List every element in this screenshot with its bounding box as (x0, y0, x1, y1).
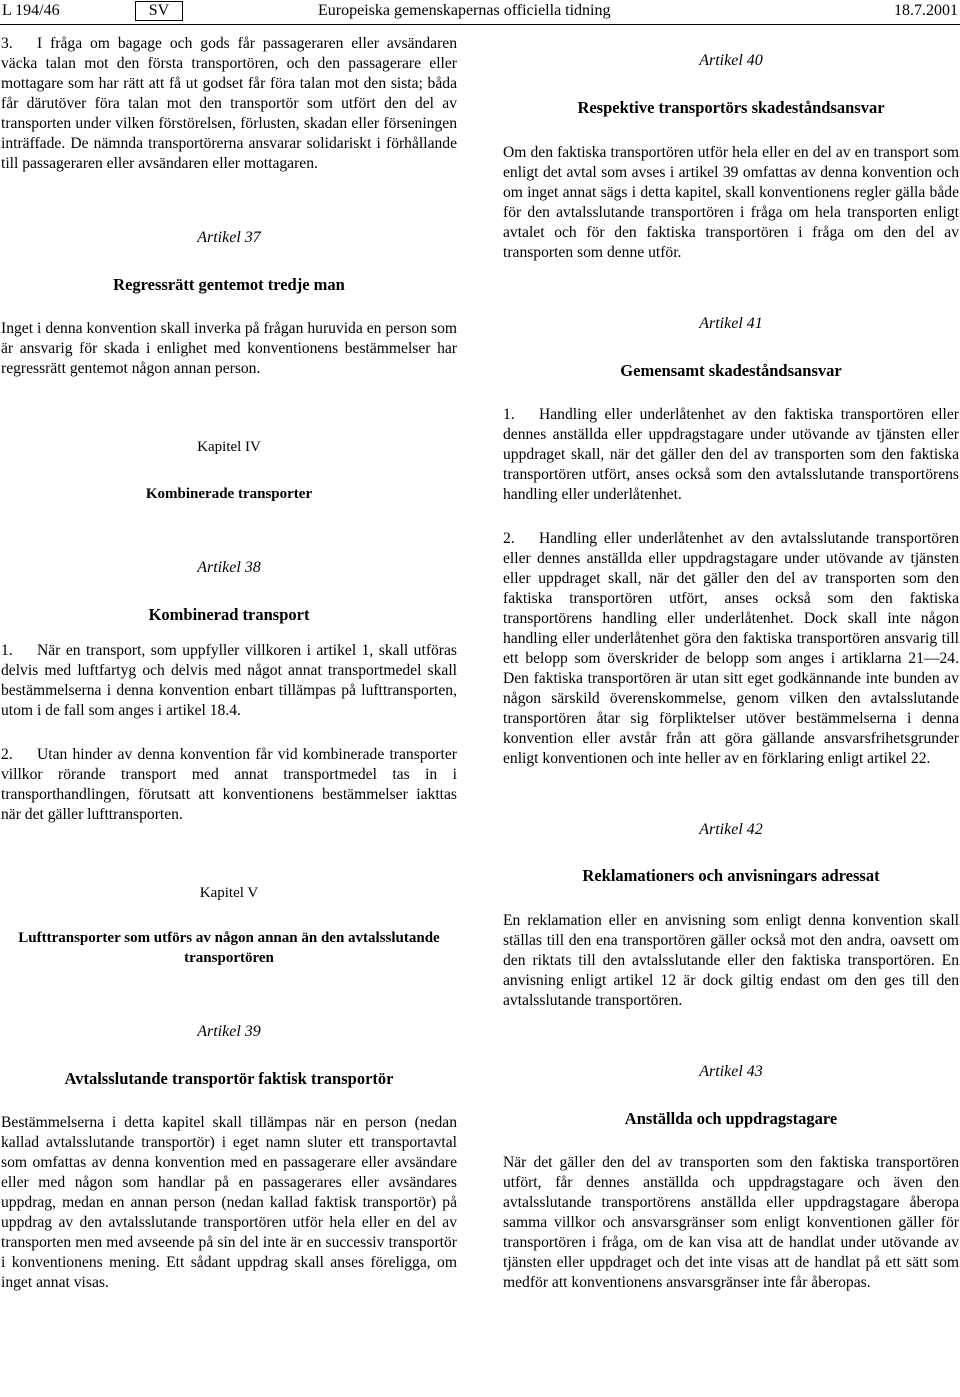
paragraph-number: 2. (503, 530, 515, 547)
paragraph-text: I fråga om bagage och gods får passageraren eller avsändaren väcka talan mot den första transportören, och den passagerare eller mottagare som har rätt att få ut godset får föra talan mot den sista; båda får därutöver föra talan mot den transportör som utfört den del av transporten under vilken förstörelsen, förlusten, skadan eller förseningen inträffade. De nämnda transportörerna ansvarar solidariskt i förhållande till passageraren eller avsändaren eller mottagaren. (1, 35, 457, 172)
paragraph-number: 2. (1, 746, 13, 763)
article-41-paragraph-1 (503, 405, 959, 505)
article-40-label: Artikel 40 (699, 52, 763, 69)
article-38-title: Kombinerad transport (148, 605, 310, 624)
page-header (0, 0, 960, 25)
article-41-paragraph-2 (503, 529, 959, 769)
paragraph-number: 1. (1, 642, 13, 659)
article-39-label: Artikel 39 (197, 1023, 261, 1040)
paragraph-text: Utan hinder av denna konvention får vid kombinerade transporter villkor rörande transport med annat transportmedel tas in i transporthandlingen, förutsatt att konventionens bestämmelser iakttas när det gäller lufttransporten. (1, 746, 457, 823)
page-number: L 194/46 (2, 2, 60, 19)
article-41-title: Gemensamt skadeståndsansvar (620, 361, 842, 380)
left-column (1, 34, 457, 1293)
paragraph-number: 3. (1, 35, 13, 52)
article-38-label: Artikel 38 (197, 559, 261, 576)
article-37-paragraph: Inget i denna konvention skall inverka på frågan huruvida en person som är ansvarig för skada i enlighet med konventionens bestämmelser har regressrätt gentemot någon annan person. (1, 320, 457, 377)
chapter-5-title: Lufttransporter som utförs av någon annan än den avtalsslutande transportören (18, 930, 440, 966)
paragraph-text: Handling eller underlåtenhet av den avtalsslutande transportören eller dennes anställda eller uppdragstagare under utövande av tjänsten eller uppdraget skall, när det gäller den del av transporten som den faktiska transportören utfört, anses också som den faktiska transportörens handling eller underlåtenhet. Dock skall inte någon handling eller underlåtenhet göra den faktiska transportören ansvarig till ett belopp som överskrider de belopp som anges i artiklarna 21—24. Den faktiska transportören är utan sitt eget godkännande inte bunden av någon särskild överenskommelse, genom vilken den avtalsslutande transportören åtar sig förpliktelser utöver bestämmelserna i denna konvention eller avstår från att göra gällande ansvarsfrihetsgrunder enligt konventionen och inte heller av en förklaring enligt artikel 22. (503, 530, 959, 767)
chapter-4-label: Kapitel IV (197, 439, 261, 455)
article-42-title: Reklamationers och anvisningars adressat (582, 866, 880, 885)
paragraph-number: 1. (503, 406, 515, 423)
article-43-label: Artikel 43 (699, 1063, 763, 1080)
article-36-paragraph-3 (1, 34, 457, 174)
publication-date: 18.7.2001 (894, 2, 958, 19)
article-37-title: Regressrätt gentemot tredje man (113, 275, 345, 294)
paragraph-text: Handling eller underlåtenhet av den faktiska transportören eller dennes anställda eller uppdragstagare under utövande av tjänsten eller uppdraget skall, när det gäller den del av transporten som den faktiska transportören utfört, anses också som den avtalsslutande transportörens handling eller underlåtenhet. (503, 406, 959, 503)
chapter-4-title: Kombinerade transporter (145, 486, 313, 502)
journal-title: Europeiska gemenskapernas officiella tidning (318, 2, 611, 19)
article-41-label: Artikel 41 (699, 315, 763, 332)
article-37-label: Artikel 37 (197, 229, 261, 246)
paragraph-text: När en transport, som uppfyller villkoren i artikel 1, skall utföras delvis med luftfartyg och delvis med något annat transportmedel skall bestämmelserna i denna konvention enbart tillämpas på lufttransporten, utom i de fall som anges i artikel 18.4. (1, 642, 457, 719)
article-40-paragraph: Om den faktiska transportören utför hela eller en del av en transport som enligt det avtal som avses i artikel 39 omfattas av denna konvention och om inget annat sägs i detta kapitel, skall konventionens regler gälla både för den avtalsslutande transportören i fråga om hela transporten enligt avtalet och för den faktiska transportören i fråga om den del av transporten som denne utför. (503, 144, 959, 261)
article-43-paragraph: När det gäller den del av transporten som den faktiska transportören utfört, får dennes anställda och uppdragstagare och även den avtalsslutande transportörens anställda eller uppdragstagare åberopa samma villkor och ansvarsgränser som enligt konventionen gäller för transportören i fråga, om de kan visa att de handlat under utövande av tjänsten eller uppdraget och det inte visas att de handlat på ett sätt som medför att konventionens ansvarsgränser inte får åberopas. (503, 1154, 959, 1291)
language-badge: SV (135, 1, 183, 21)
article-39-title: Avtalsslutande transportör faktisk transportör (64, 1069, 394, 1088)
article-38-paragraph-2 (1, 745, 457, 825)
article-40-title: Respektive transportörs skadeståndsansvar (577, 98, 885, 117)
article-39-paragraph: Bestämmelserna i detta kapitel skall tillämpas när en person (nedan kallad avtalsslutande transportör) i eget namn sluter ett transportavtal som omfattas av denna konvention med en passagerare eller avsändare eller med någon som handlar på en passagerares eller avsändares uppdrag, medan en annan person (nedan kallad faktisk transportör) på uppdrag av den avtalsslutande transportören utför hela eller en del av transporten men med avseende på sin del inte är en successiv transportör i konventionens mening. Ett sådant uppdrag skall anses föreligga, om inget annat visas. (1, 1114, 457, 1291)
right-column (503, 34, 959, 1293)
chapter-5-label: Kapitel V (199, 885, 259, 901)
article-42-paragraph: En reklamation eller en anvisning som enligt denna konvention skall ställas till den ena transportören gäller också mot den andra, oavsett om den riktats till den avtalsslutande eller den faktiska transportören. En anvisning enligt artikel 12 är dock giltig endast om den ges till den avtalsslutande transportören. (503, 912, 959, 1009)
article-38-paragraph-1 (1, 641, 457, 721)
article-42-label: Artikel 42 (699, 821, 763, 838)
article-43-title: Anställda och uppdragstagare (624, 1109, 838, 1128)
